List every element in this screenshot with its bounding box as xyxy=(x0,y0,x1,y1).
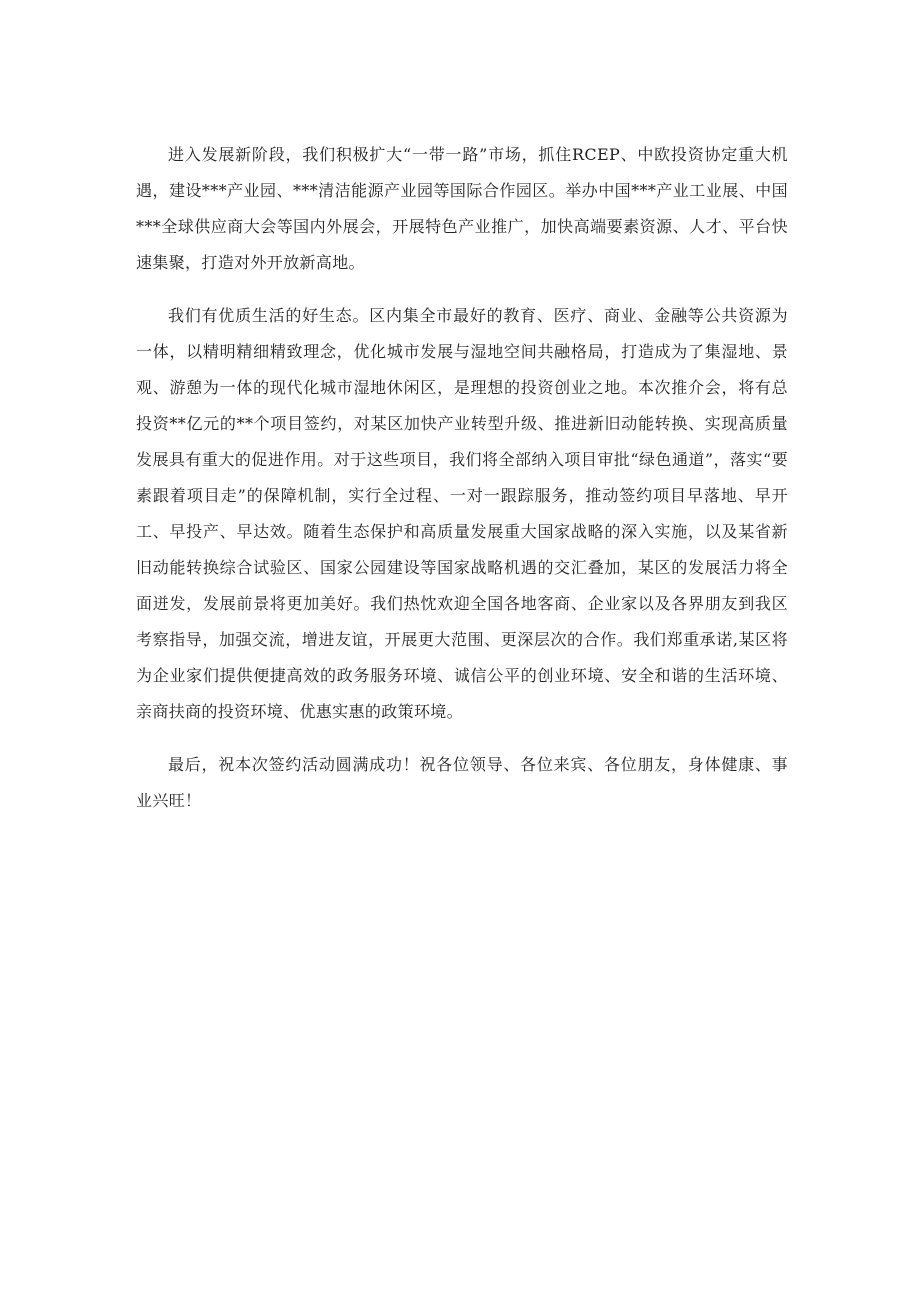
paragraph-closing-wishes: 最后，祝本次签约活动圆满成功！祝各位领导、各位来宾、各位朋友，身体健康、事业兴旺！ xyxy=(136,755,788,810)
paragraph-open-development: 进入发展新阶段，我们积极扩大“一带一路”市场，抓住RCEP、中欧投资协定重大机遇，建设***产业园、***清洁能源产业园等国际合作园区。举办中国***产业工业展、中国***全球供应商大会等国内外展会，开展特色产业推广，加快高端要素资源、人才、平台快速集聚，打造对外开放新高地。 xyxy=(136,145,788,272)
paragraph-ecology-investment: 我们有优质生活的好生态。区内集全市最好的教育、医疗、商业、金融等公共资源为一体，以精明精细精致理念，优化城市发展与湿地空间共融格局，打造成为了集湿地、景观、游憩为一体的现代化城市湿地休闲区，是理想的投资创业之地。本次推介会，将有总投资**亿元的**个项目签约，对某区加快产业转型升级、推进新旧动能转换、实现高质量发展具有重大的促进作用。对于这些项目，我们将全部纳入项目审批“绿色通道”，落实“要素跟着项目走”的保障机制，实行全过程、一对一跟踪服务，推动签约项目早落地、早开工、早投产、早达效。随着生态保护和高质量发展重大国家战略的深入实施，以及某省新旧动能转换综合试验区、国家公园建设等国家战略机遇的交汇叠加，某区的发展活力将全面迸发，发展前景将更加美好。我们热忱欢迎全国各地客商、企业家以及各界朋友到我区考察指导，加强交流，增进友谊，开展更大范围、更深层次的合作。我们郑重承诺,某区将为企业家们提供便捷高效的政务服务环境、诚信公平的创业环境、安全和谐的生活环境、亲商扶商的投资环境、优惠实惠的政策环境。 xyxy=(136,306,788,721)
document-body xyxy=(136,137,788,836)
